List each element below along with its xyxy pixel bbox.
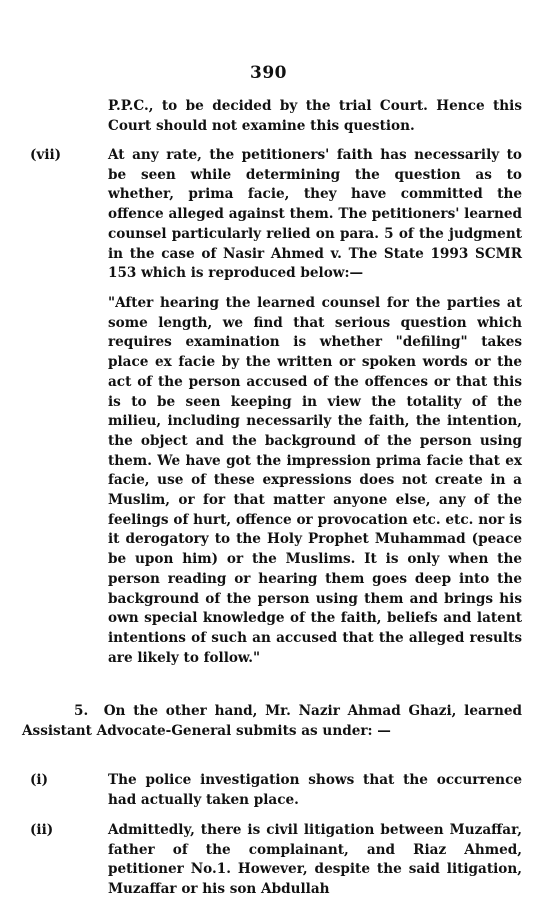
list-item-i: [30, 771, 522, 810]
item-label: (i): [30, 772, 49, 788]
item-text: Admittedly, there is civil litigation between Muzaffar, father of the complainant, and Riaz Ahmed, petitioner No.1. However, despite the said litigation, Muzaffar or his son Abdullah: [108, 822, 522, 898]
paragraph-number: 5.: [74, 703, 89, 719]
item-text: At any rate, the petitioners' faith has necessarily to be seen while determining the question as to whether, prima facie, they have committed the offence alleged against them. The petitioners' learned counsel particularly relied on para. 5 of the judgment in the case of Nasir Ahmed v. The State 1993 SCMR 153 which is reproduced below:—: [108, 147, 522, 282]
item-text: The police investigation shows that the occurrence had actually taken place.: [108, 772, 522, 808]
page-number: 390: [250, 63, 287, 83]
paragraph-text: On the other hand, Mr. Nazir Ahmad Ghazi, learned Assistant Advocate-General submits as under: —: [22, 703, 522, 739]
item-label: (vii): [30, 147, 62, 163]
item-label: (ii): [30, 822, 54, 838]
paragraph-5: [22, 702, 522, 741]
continuation-paragraph: P.P.C., to be decided by the trial Court. Hence this Court should not examine this question.: [108, 98, 522, 134]
list-item-vii: [30, 146, 522, 284]
list-item-ii: [30, 821, 522, 900]
quoted-paragraph: "After hearing the learned counsel for the parties at some length, we find that serious question which requires examination is whether "defiling" takes place ex facie by the written or spoken words or the act of the person accused of the offences or that this is to be seen keeping in view the totality of the milieu, including necessarily the faith, the intention, the object and the background of the person using them. We have got the impression prima facie that ex facie, use of these expressions does not create in a Muslim, or for that matter anyone else, any of the feelings of hurt, offence or provocation etc. etc. nor is it derogatory to the Holy Prophet Muhammad (peace be upon him) or the Muslims. It is only when the person reading or hearing them goes deep into the background of the person using them and brings his own special knowledge of the faith, beliefs and latent intentions of such an accused that the alleged results are likely to follow.": [108, 295, 522, 666]
